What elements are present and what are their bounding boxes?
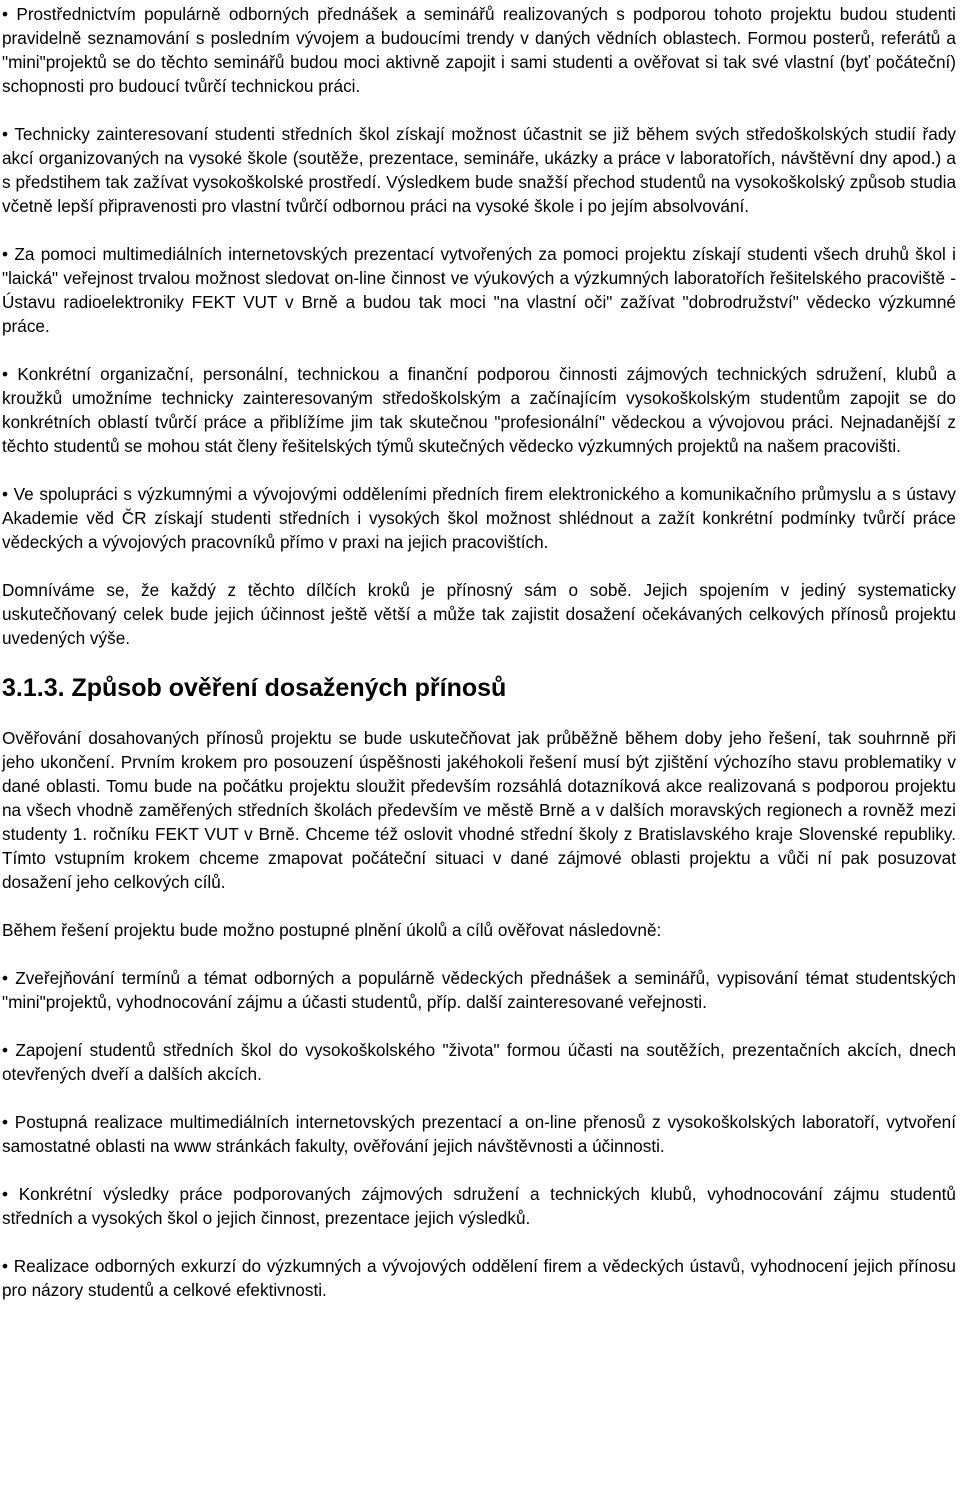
bullet-text: Postupná realizace multimediálních internetovských prezentací a on-line přenosů z vysokoškolských laboratoří, vytvoření samostatné oblasti na www stránkách fakulty, ověřování jejich návštěvnosti a účinnosti. (2, 1112, 956, 1156)
bullet-text: Zapojení studentů středních škol do vysokoškolského "života" formou účasti na soutěžích, prezentačních akcích, dnech otevřených dveří a dalších akcích. (2, 1040, 957, 1084)
summary-paragraph: Domníváme se, že každý z těchto dílčích kroků je přínosný sám o sobě. Jejich spojením v jediný systematicky uskutečňovaný celek bude jejich účinnost ještě větší a může tak zajistit dosažení očekávaných celkových přínosů projektu uvedených výše. (2, 580, 956, 648)
bullet-marker: • (2, 1256, 9, 1276)
bullet-marker: • (2, 244, 9, 264)
bullet-paragraph (2, 2, 956, 98)
bullet-marker: • (2, 968, 9, 988)
bullet-text: Prostřednictvím populárně odborných přednášek a seminářů realizovaných s podporou tohoto projektu budou studenti pravidelně seznamování s posledním vývojem a budoucími trendy v daných vědních oblastech. Formou posterů, referátů a "mini"projektů se do těchto seminářů budou moci aktivně zapojit i sami studenti a ověřovat si tak své vlastní (byť počáteční) schopnosti pro budoucí tvůrčí technickou práci. (2, 4, 957, 96)
bullet-marker: • (2, 124, 9, 144)
bullet-marker: • (2, 484, 9, 504)
bullet-paragraph (2, 1254, 956, 1302)
bullet-paragraph (2, 362, 956, 458)
bullet-text: Ve spolupráci s výzkumnými a vývojovými odděleními předních firem elektronického a komunikačního průmyslu a s ústavy Akademie věd ČR získají studenti středních i vysokých škol možnost shlédnout a zažít konkrétní podmínky tvůrčí práce vědeckých a vývojových pracovníků přímo v praxi na jejich pracovištích. (2, 484, 957, 552)
section-heading: 3.1.3. Způsob ověření dosažených přínosů (2, 674, 507, 702)
bullet-text: Za pomoci multimediálních internetovských prezentací vytvořených za pomoci projektu získají studenti všech druhů škol i "laická" veřejnost trvalou možnost sledovat on-line činnost ve výukových a výzkumných laboratořích řešitelského pracoviště - Ústavu radioelektroniky FEKT VUT v Brně a budou tak moci "na vlastní oči" zažívat "dobrodružství" vědecko výzkumné práce. (2, 244, 956, 336)
bullet-text: Konkrétní organizační, personální, technickou a finanční podporou činnosti zájmových technických sdružení, klubů a kroužků umožníme technicky zainteresovaným středoškolským a začínajícím vysokoškolským studentům zapojit se do konkrétních oblastí tvůrčí práce a přiblížíme jim tak skutečnou "profesionální" vědeckou a vývojovou práci. Nejnadanější z těchto studentů se mohou stát členy řešitelských týmů skutečných vědecko výzkumných projektů na našem pracovišti. (2, 364, 956, 456)
bullet-paragraph (2, 1182, 956, 1230)
bullet-marker: • (2, 1112, 9, 1132)
bullet-text: Realizace odborných exkurzí do výzkumných a vývojových oddělení firem a vědeckých ústavů, vyhodnocení jejich přínosu pro názory studentů a celkové efektivnosti. (2, 1256, 956, 1300)
bullet-paragraph (2, 122, 956, 218)
bullet-text: Zveřejňování termínů a témat odborných a populárně vědeckých přednášek a seminářů, vypisování témat studentských "mini"projektů, vyhodnocování zájmu a účasti studentů, příp. další zainteresované veřejnosti. (2, 968, 956, 1012)
bullet-marker: • (2, 364, 9, 384)
section-intro-paragraph: Ověřování dosahovaných přínosů projektu se bude uskutečňovat jak průběžně během doby jeho řešení, tak souhrnně při jeho ukončení. Prvním krokem pro posouzení úspěšnosti jakéhokoli řešení musí být zjištění výchozího stavu problematiky v dané oblasti. Tomu bude na počátku projektu sloužit především rozsáhlá dotazníková akce realizovaná s podporou projektu na všech vhodně zaměřených středních školách především ve městě Brně a v dalších moravských regionech a rovněž mezi studenty 1. ročníku FEKT VUT v Brně. Chceme též oslovit vhodné střední školy z Bratislavského kraje Slovenské republiky. Tímto vstupním krokem chceme zmapovat počáteční situaci v dané zájmové oblasti projektu a vůči ní pak posuzovat dosažení jeho celkových cílů. (2, 728, 956, 892)
bullet-paragraph (2, 1110, 956, 1158)
bullet-paragraph (2, 482, 956, 554)
document-page (0, 2, 960, 1302)
bullet-paragraph (2, 242, 956, 338)
bullet-paragraph (2, 1038, 956, 1086)
bullet-text: Konkrétní výsledky práce podporovaných zájmových sdružení a technických klubů, vyhodnocování zájmu studentů středních a vysokých škol o jejich činnost, prezentace jejich výsledků. (2, 1184, 956, 1228)
bullet-marker: • (2, 1184, 9, 1204)
bullet-paragraph (2, 966, 956, 1014)
section-lead-paragraph: Během řešení projektu bude možno postupné plnění úkolů a cílů ověřovat následovně: (2, 920, 662, 940)
bullet-marker: • (2, 4, 9, 24)
bullet-marker: • (2, 1040, 9, 1060)
bullet-text: Technicky zainteresovaní studenti středních škol získají možnost účastnit se již během svých středoškolských studií řady akcí organizovaných na vysoké škole (soutěže, prezentace, semináře, ukázky a práce v laboratořích, návštěvní dny apod.) a s předstihem tak zažívat vysokoškolské prostředí. Výsledkem bude snažší přechod studentů na vysokoškolský způsob studia včetně lepší připravenosti pro vlastní tvůrčí odbornou práci na vysoké škole i po jejím absolvování. (2, 124, 956, 216)
